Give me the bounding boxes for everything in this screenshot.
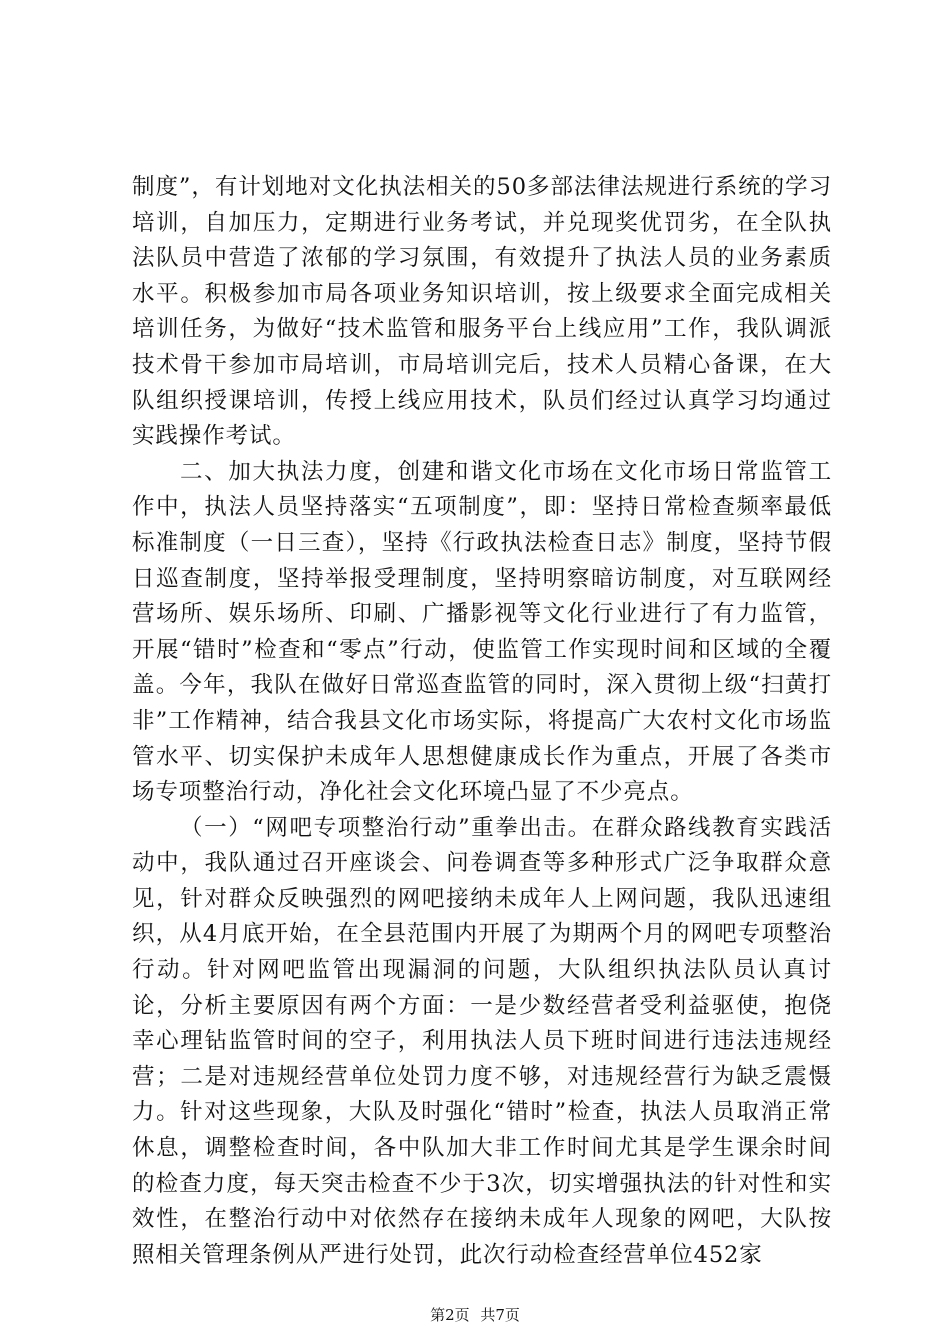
paragraph-2: 二、加大执法力度，创建和谐文化市场在文化市场日常监管工作中，执法人员坚持落实“五项制度”，即：坚持日常检查频率最低标准制度（一日三查），坚持《行政执法检查日志》制度，坚持节假日巡查制度，坚持举报受理制度，坚持明察暗访制度，对互联网经营场所、娱乐场所、印刷、广播影视等文化行业进行了有力监管，开展“错时”检查和“零点”行动，使监管工作实现时间和区域的全覆盖。今年，我队在做好日常巡查监管的同时，深入贯彻上级“扫黄打非”工作精神，结合我县文化市场实际，将提高广大农村文化市场监管水平、切实保护未成年人思想健康成长作为重点，开展了各类市场专项整治行动，净化社会文化环境凸显了不少亮点。 [132, 458, 832, 806]
paragraph-3: （一）“网吧专项整治行动”重拳出击。在群众路线教育实践活动中，我队通过召开座谈会、问卷调查等多种形式广泛争取群众意见，针对群众反映强烈的网吧接纳未成年人上网问题，我队迅速组织，从4月底开始，在全县范围内开展了为期两个月的网吧专项整治行动。针对网吧监管出现漏洞的问题，大队组织执法队员认真讨论，分析主要原因有两个方面：一是少数经营者受利益驱使，抱侥幸心理钻监管时间的空子，利用执法人员下班时间进行违法违规经营；二是对违规经营单位处罚力度不够，对违规经营行为缺乏震慑力。针对这些现象，大队及时强化“错时”检查，执法人员取消正常休息，调整检查时间，各中队加大非工作时间尤其是学生课余时间的检查力度，每天突击检查不少于3次，切实增强执法的针对性和实效性，在整治行动中对依然存在接纳未成年人现象的网吧，大队按照相关管理条例从严进行处罚，此次行动检查经营单位452家 [132, 814, 832, 1268]
document-body [132, 170, 832, 1273]
page-footer [0, 1305, 950, 1325]
page-number: 第2页 [430, 1306, 470, 1324]
page-total: 共7页 [480, 1306, 520, 1324]
paragraph-1: 制度”，有计划地对文化执法相关的50多部法律法规进行系统的学习培训，自加压力，定期进行业务考试，并兑现奖优罚劣，在全队执法队员中营造了浓郁的学习氛围，有效提升了执法人员的业务素质水平。积极参加市局各项业务知识培训，按上级要求全面完成相关培训任务，为做好“技术监管和服务平台上线应用”工作，我队调派技术骨干参加市局培训，市局培训完后，技术人员精心备课，在大队组织授课培训，传授上线应用技术，队员们经过认真学习均通过实践操作考试。 [132, 174, 832, 450]
